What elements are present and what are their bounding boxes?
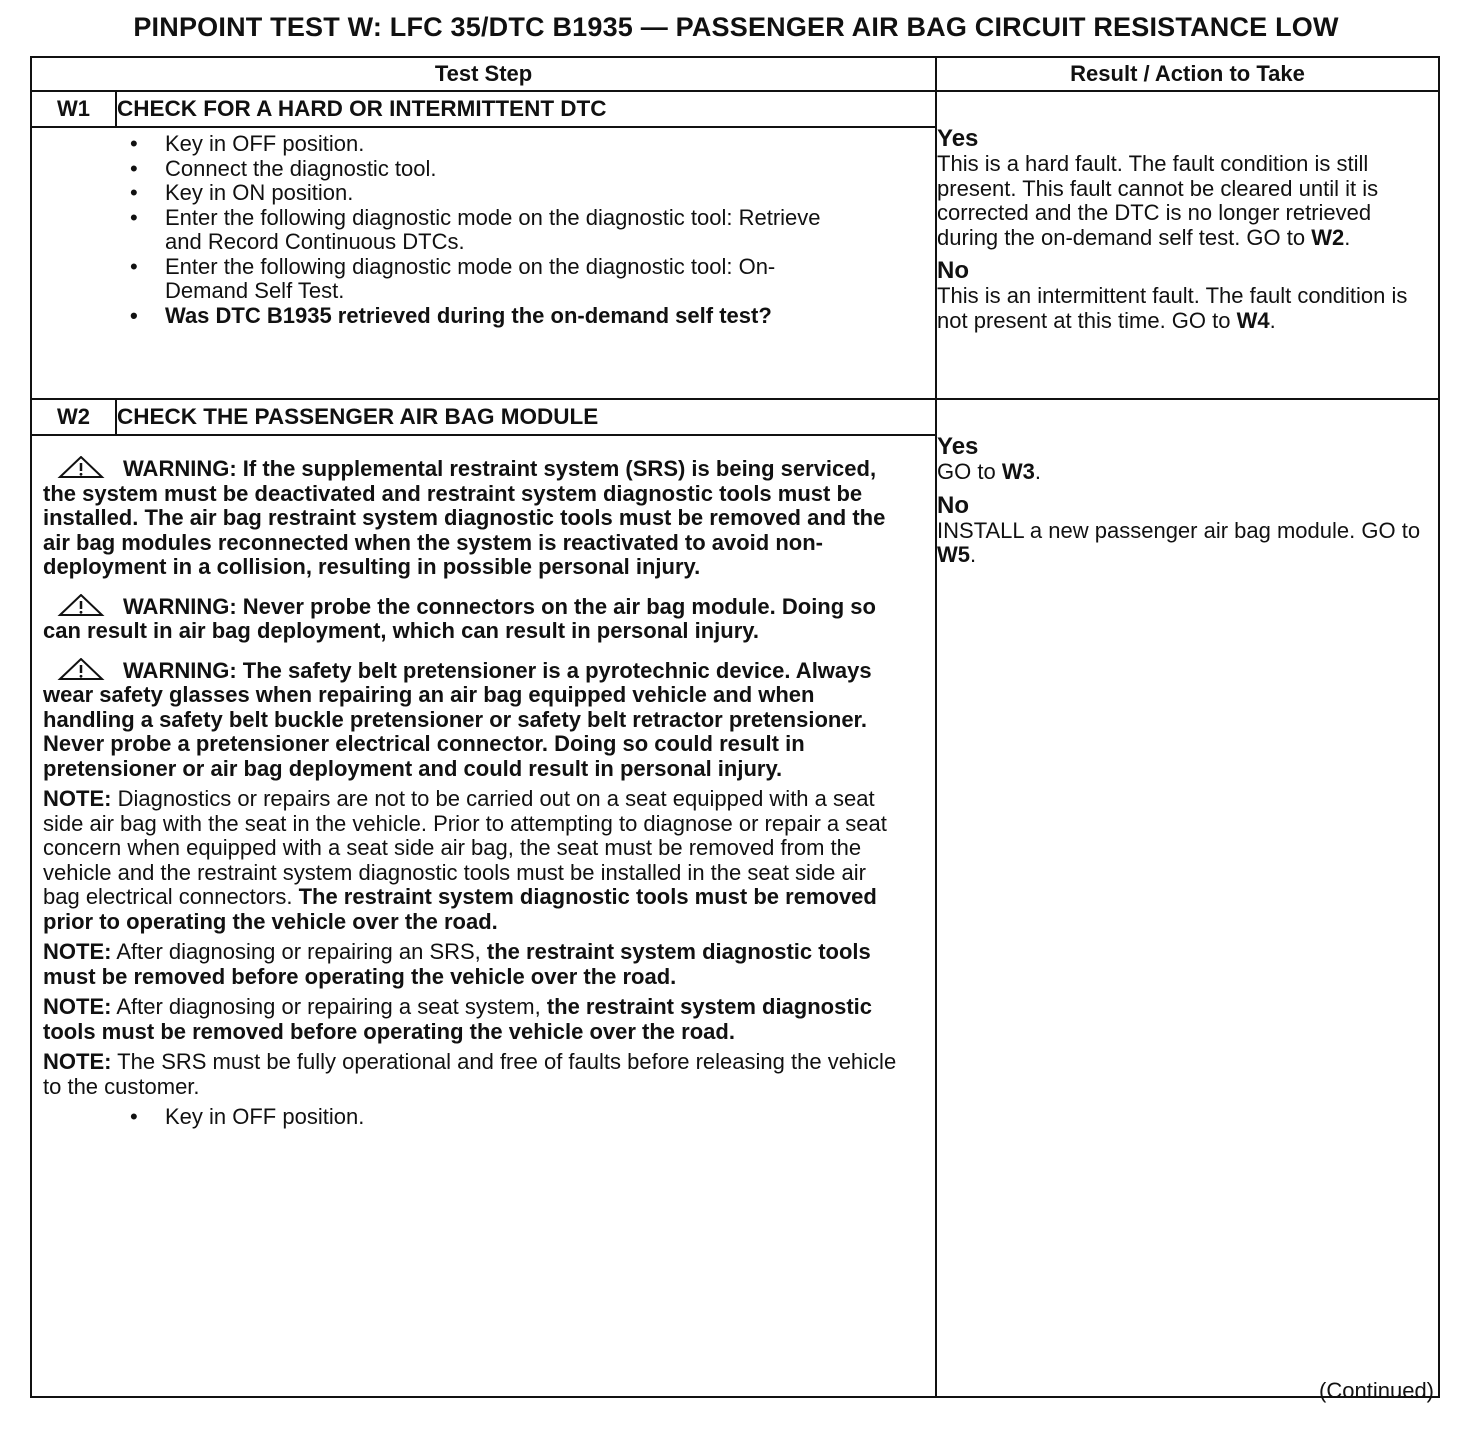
no-goto-link: W4 xyxy=(1236,307,1270,333)
list-item: • Enter the following diagnostic mode on the diagnostic tool: On-Demand Self Test. xyxy=(127,255,935,304)
warning-triangle-icon xyxy=(57,658,105,680)
continued-label: (Continued) xyxy=(1319,1378,1434,1403)
note-seat-side-air-bag: NOTE: Diagnostics or repairs are not to be carried out on a seat equipped with a seat side air bag with the seat in the vehicle. Prior to attempting to diagnose or repair a seat concern when equipped with a seat side air bag, the seat must be removed from the vehicle and the restraint system diagnostic tools must be installed in the seat side air bag electrical connectors. The restraint system diagnostic tools must be removed prior to operating the vehicle over the road. xyxy=(43,786,887,934)
yes-text: GO to xyxy=(937,459,1002,484)
step-list-w1 xyxy=(32,132,935,328)
page-title: PINPOINT TEST W: LFC 35/DTC B1935 — PASSENGER AIR BAG CIRCUIT RESISTANCE LOW xyxy=(133,12,1339,42)
warning-triangle-icon xyxy=(57,456,105,478)
warning-pretensioner: WARNING: The safety belt pretensioner is a pyrotechnic device. Always wear safety glasses when repairing an air bag equipped vehicle and when handling a safety belt buckle pretensioner or safety belt retractor pretensioner. Never probe a pretensioner electrical connector. Doing so could result in pretensioner or air bag deployment and could result in personal injury. xyxy=(43,657,872,781)
yes-goto-link: W3 xyxy=(1001,459,1035,484)
step-w2-title-row xyxy=(31,399,1439,435)
yes-label: Yes xyxy=(937,125,979,152)
list-item: • Was DTC B1935 retrieved during the on-demand self test? xyxy=(127,304,935,329)
warning-never-probe: WARNING: Never probe the connectors on the air bag module. Doing so can result in air bag deployment, which can result in personal injury. xyxy=(43,593,876,643)
no-label: No xyxy=(937,257,970,284)
pinpoint-test-table xyxy=(30,56,1440,1398)
result-yes-w2: Yes GO to W3. xyxy=(937,434,1438,485)
list-item: • Connect the diagnostic tool. xyxy=(127,157,935,182)
yes-label: Yes xyxy=(937,433,979,460)
list-item: • Key in OFF position. xyxy=(127,132,935,157)
step-content-w2 xyxy=(31,435,936,1397)
result-no-w1: No This is an intermittent fault. The fault condition is not present at this time. GO to W4. xyxy=(937,258,1438,333)
yes-text: This is a hard fault. The fault condition is still present. This fault cannot be cleared until it is corrected and the DTC is no longer retrieved during the on-demand self test. GO to xyxy=(937,151,1379,250)
step-number-w2: W2 xyxy=(31,399,116,435)
result-yes-w1: Yes This is a hard fault. The fault condition is still present. This fault cannot be cleared until it is corrected and the DTC is no longer retrieved during the on-demand self test. GO to W2. xyxy=(937,126,1438,250)
step-title-w2: CHECK THE PASSENGER AIR BAG MODULE xyxy=(116,399,936,435)
note-after-srs: NOTE: After diagnosing or repairing an SRS, the restraint system diagnostic tools must be removed before operating the vehicle over the road. xyxy=(43,939,871,989)
column-header-test-step: Test Step xyxy=(31,57,936,91)
note-srs-operational: NOTE: The SRS must be fully operational and free of faults before releasing the vehicle to the customer. xyxy=(43,1049,897,1099)
table-header-row xyxy=(31,57,1439,91)
step-number-w1: W1 xyxy=(31,91,116,127)
result-no-w2: No INSTALL a new passenger air bag module. GO to W5. xyxy=(937,493,1438,568)
step-title-w1: CHECK FOR A HARD OR INTERMITTENT DTC xyxy=(116,91,936,127)
step-list-w2 xyxy=(32,1105,935,1130)
yes-goto-link: W2 xyxy=(1311,224,1345,250)
no-goto-link: W5 xyxy=(937,542,971,567)
list-item: • Key in OFF position. xyxy=(127,1105,935,1130)
result-cell-w1 xyxy=(936,91,1439,399)
note-after-seat-system: NOTE: After diagnosing or repairing a seat system, the restraint system diagnostic tools must be removed before operating the vehicle over the road. xyxy=(43,994,873,1044)
no-label: No xyxy=(937,491,970,519)
no-text: INSTALL a new passenger air bag module. GO to xyxy=(937,517,1421,543)
step-content-w1 xyxy=(31,127,936,399)
column-header-result: Result / Action to Take xyxy=(936,57,1439,91)
step-w1-title-row xyxy=(31,91,1439,127)
list-item: • Enter the following diagnostic mode on the diagnostic tool: Retrieve and Record Continuous DTCs. xyxy=(127,206,935,255)
list-item: • Key in ON position. xyxy=(127,181,935,206)
no-text: This is an intermittent fault. The fault condition is not present at this time. GO to xyxy=(937,283,1408,333)
result-cell-w2 xyxy=(936,399,1439,1397)
warning-srs-serviced: WARNING: If the supplemental restraint system (SRS) is being serviced, the system must be deactivated and restraint system diagnostic tools must be installed. The air bag restraint system diagnostic tools must be removed and the air bag modules reconnected when the system is reactivated to avoid non-deployment in a collision, resulting in possible personal injury. xyxy=(43,456,886,579)
warning-triangle-icon xyxy=(57,594,105,616)
